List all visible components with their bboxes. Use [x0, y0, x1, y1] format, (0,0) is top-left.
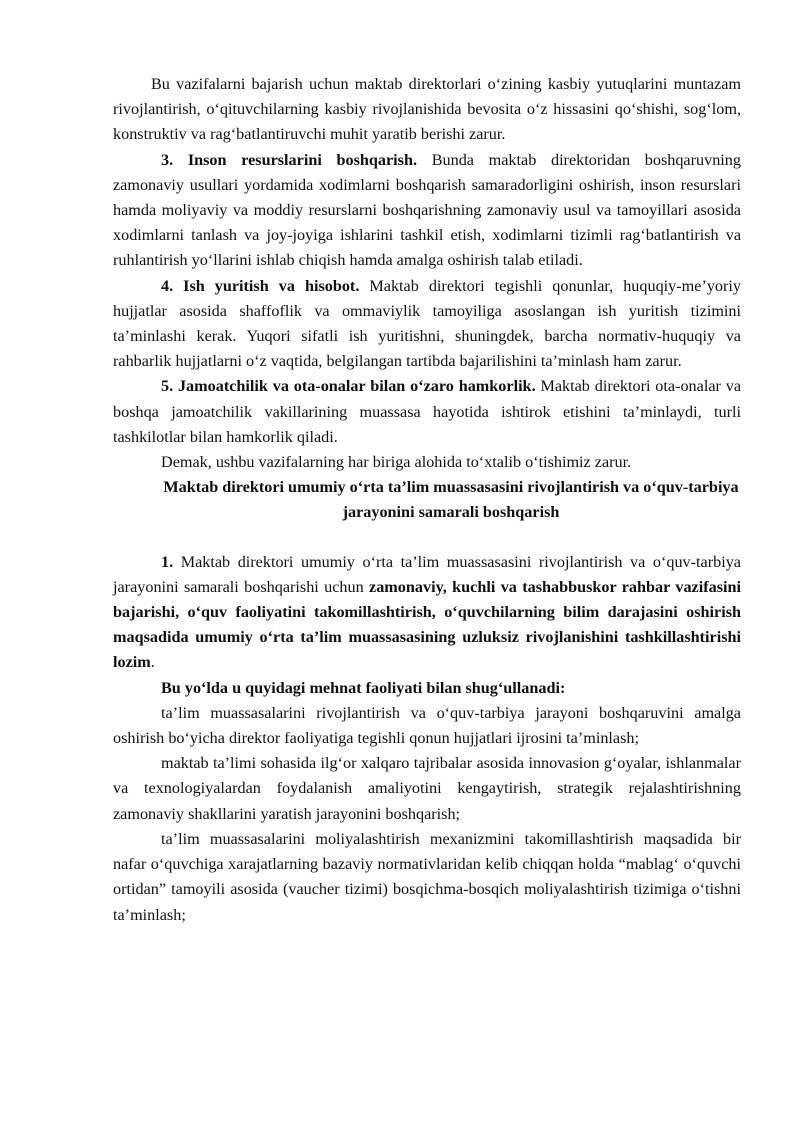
list-item-3: ta’lim muassasalarini moliyalashtirish mexanizmini takomillashtirish maqsadida bir nafar o‘quvchiga xarajatlarning bazaviy normativlaridan kelib chiqqan holda “mablag‘ o‘quvchi ortidan” tamoyili asosida (vaucher tizimi) bosqichma-bosqich moliyalashtirish tizimiga o‘tishni ta’minlash;: [113, 829, 741, 924]
point-1-text: Maktab direktori umumiy o‘rta ta’lim muassasasini rivojlantirish va o‘quv-tarbiya jarayonini samarali boshqarishi uchun: [113, 552, 741, 596]
section-4-title: 4. Ish yuritish va hisobot.: [161, 276, 360, 295]
list-item-1: ta’lim muassasalarini rivojlantirish va o‘quv-tarbiya jarayoni boshqaruvini amalga oshirish bo‘yicha direktor faoliyatiga tegishli qonun hujjatlari ijrosini ta’minlash;: [113, 703, 741, 748]
activities-intro-text: Bu yo‘lda u quyidagi mehnat faoliyati bilan shug‘ullanadi:: [161, 678, 566, 697]
point-1-end: .: [150, 653, 155, 672]
paragraph-section-5: [113, 374, 741, 450]
paragraph-intro: Bu vazifalarni bajarish uchun maktab direktorlari o‘zining kasbiy yutuqlarini muntazam rivojlantirish, o‘qituvchilarning kasbiy rivojlanishida bevosita o‘z hissasini qo‘shishi, sog‘lom, konstruktiv va rag‘batlantiruvchi muhit yaratib berishi zarur.: [113, 75, 741, 144]
section-3-text: Bunda maktab direktoridan boshqaruvning zamonaviy usullari yordamida xodimlarni boshqarish samaradorligini oshirish, inson resurslari hamda moliyaviy va moddiy resurslarni boshqarishning zamonaviy usul va tamoyillari asosida xodimlarni tanlash va joy-joyiga ishlarini tashkil etish, xodimlarni tizimli rag‘batlantirish va ruhlantirish yo‘llarini ishlab chiqish hamda amalga oshirish talab etiladi.: [113, 150, 741, 270]
section-5-text: Maktab direktori ota-onalar va boshqa jamoatchilik vakillarining muassasa hayotida ishtirok etishini ta’minlaydi, turli tashkilotlar bilan hamkorlik qiladi.: [113, 377, 742, 446]
paragraph-section-4: [113, 274, 741, 375]
list-item-2: maktab ta’limi sohasida ilg‘or xalqaro tajribalar asosida innovasion g‘oyalar, ishlanmalar va texnologiyalardan foydalanish amaliyotini kengaytirish, strategik rejalashtirishning zamonaviy shakllarini yaratish jarayonini boshqarish;: [113, 754, 741, 823]
section-4-text: Maktab direktori tegishli qonunlar, huquqiy-me’yoriy hujjatlar asosida shaffoflik va ommaviylik tamoyiliga asoslangan ish yuritish tizimini ta’minlashi kerak. Yuqori sifatli ish yuritishni, shuningdek, barcha normativ-huquqiy va rahbarlik hujjatlarni o‘z vaqtida, belgilangan tartibda bajarilishini ta’minlash ham zarur.: [113, 276, 742, 371]
paragraph-point-1: [113, 550, 741, 676]
paragraph-demak: Demak, ushbu vazifalarning har biriga alohida to‘xtalib o‘tishimiz zarur.: [161, 453, 632, 472]
paragraph-activities-intro: [113, 676, 741, 701]
section-5-title: 5. Jamoatchilik va ota-onalar bilan o‘zaro hamkorlik.: [161, 377, 536, 396]
point-1-bold: zamonaviy, kuchli va tashabbuskor rahbar vazifasini bajarishi, o‘quv faoliyatini takomillashtirish, o‘quvchilarning bilim darajasini oshirish maqsadida umumiy o‘rta ta’lim muassasasining uzluksiz rivojlanishini tashkillashtirishi lozim: [113, 577, 742, 672]
spacer: [113, 526, 741, 550]
section-heading: Maktab direktori umumiy o‘rta ta’lim muassasasini rivojlantirish va o‘quv-tarbiya jarayonini samarali boshqarish: [163, 478, 739, 522]
point-1-number: 1.: [161, 552, 174, 571]
section-3-title: 3. Inson resurslarini boshqarish.: [161, 150, 418, 169]
paragraph-section-3: [113, 148, 741, 274]
document-body: [113, 72, 741, 928]
